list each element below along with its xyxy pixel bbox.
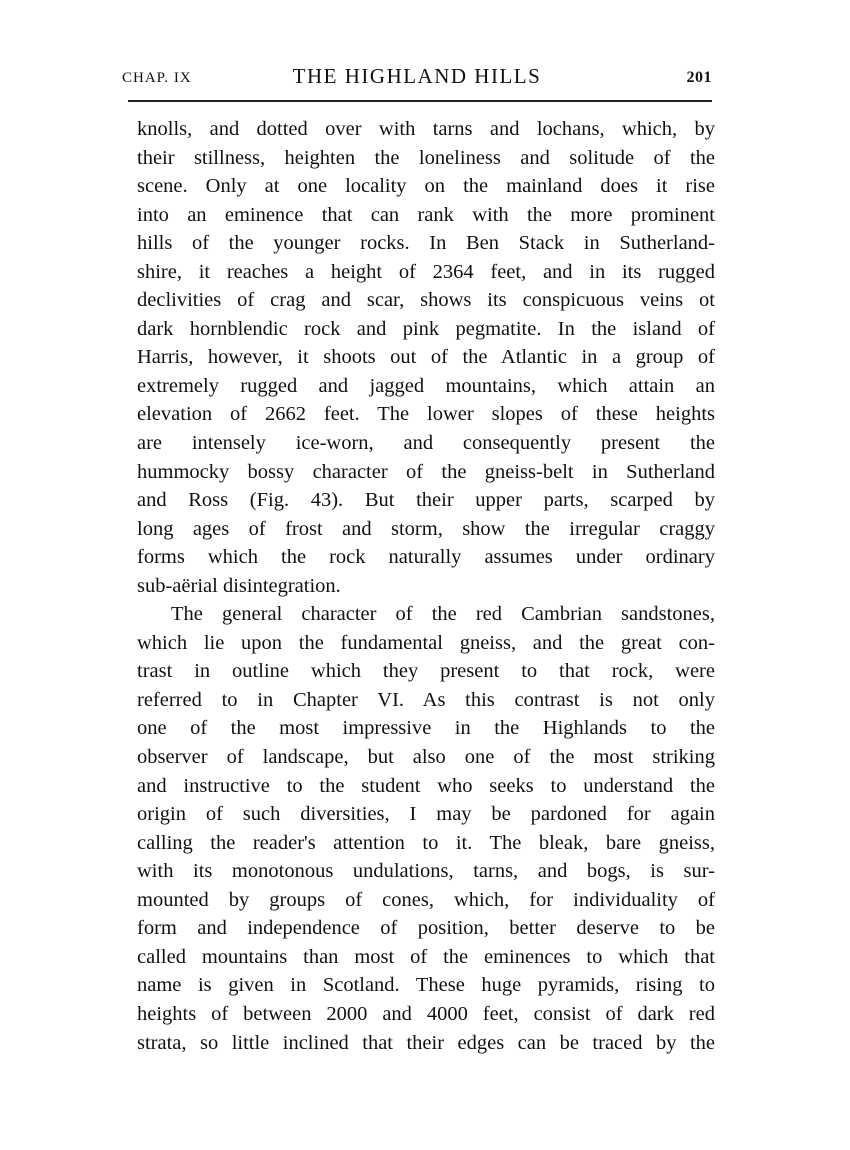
running-head (122, 64, 712, 90)
text-line: observer of landscape, but also one of the most striking (137, 746, 715, 769)
body-text (137, 115, 715, 1057)
chapter-label: CHAP. IX (122, 70, 192, 86)
text-line: their stillness, heighten the loneliness and solitude of the (137, 146, 715, 169)
text-line: elevation of 2662 feet. The lower slopes of these heights (137, 403, 715, 426)
text-line: form and independence of position, better deserve to be (137, 917, 715, 940)
running-title: THE HIGHLAND HILLS (292, 64, 542, 88)
text-line: extremely rugged and jagged mountains, which attain an (137, 374, 715, 397)
text-line: calling the reader's attention to it. The bleak, bare gneiss, (137, 831, 715, 854)
text-line: dark hornblendic rock and pink pegmatite. In the island of (137, 317, 715, 340)
text-line: strata, so little inclined that their edges can be traced by the (137, 1031, 715, 1054)
page-number: 201 (686, 69, 712, 86)
text-line: long ages of frost and storm, show the irregular craggy (137, 517, 715, 540)
text-line: scene. Only at one locality on the mainland does it rise (137, 175, 715, 198)
text-line: origin of such diversities, I may be pardoned for again (137, 803, 715, 826)
text-line: trast in outline which they present to that rock, were (137, 660, 715, 683)
text-line: forms which the rock naturally assumes under ordinary (137, 546, 715, 569)
text-line: which lie upon the fundamental gneiss, and the great con- (137, 631, 715, 654)
text-line: are intensely ice-worn, and consequently present the (137, 432, 715, 455)
text-line: hummocky bossy character of the gneiss-belt in Sutherland (137, 460, 715, 483)
text-line: referred to in Chapter VI. As this contrast is not only (137, 688, 715, 711)
paragraph (137, 115, 715, 600)
text-line: hills of the younger rocks. In Ben Stack in Sutherland- (137, 232, 715, 255)
text-line: with its monotonous undulations, tarns, and bogs, is sur- (137, 860, 715, 883)
text-line: called mountains than most of the eminences to which that (137, 945, 715, 968)
text-line: one of the most impressive in the Highlands to the (137, 717, 715, 740)
text-line: sub-aërial disintegration. (137, 574, 341, 597)
text-line: mounted by groups of cones, which, for individuality of (137, 888, 715, 911)
paragraph (137, 600, 715, 1057)
text-line: and instructive to the student who seeks to understand the (137, 774, 715, 797)
text-line: heights of between 2000 and 4000 feet, consist of dark red (137, 1002, 715, 1025)
header-rule (128, 100, 712, 102)
text-line: Harris, however, it shoots out of the Atlantic in a group of (137, 346, 715, 369)
text-line: into an eminence that can rank with the more prominent (137, 203, 715, 226)
text-line: knolls, and dotted over with tarns and lochans, which, by (137, 118, 715, 140)
text-line: shire, it reaches a height of 2364 feet, and in its rugged (137, 260, 715, 283)
text-line: The general character of the red Cambrian sandstones, (171, 603, 715, 626)
text-line: and Ross (Fig. 43). But their upper parts, scarped by (137, 489, 715, 512)
text-line: name is given in Scotland. These huge pyramids, rising to (137, 974, 715, 997)
text-line: declivities of crag and scar, shows its conspicuous veins ot (137, 289, 715, 312)
